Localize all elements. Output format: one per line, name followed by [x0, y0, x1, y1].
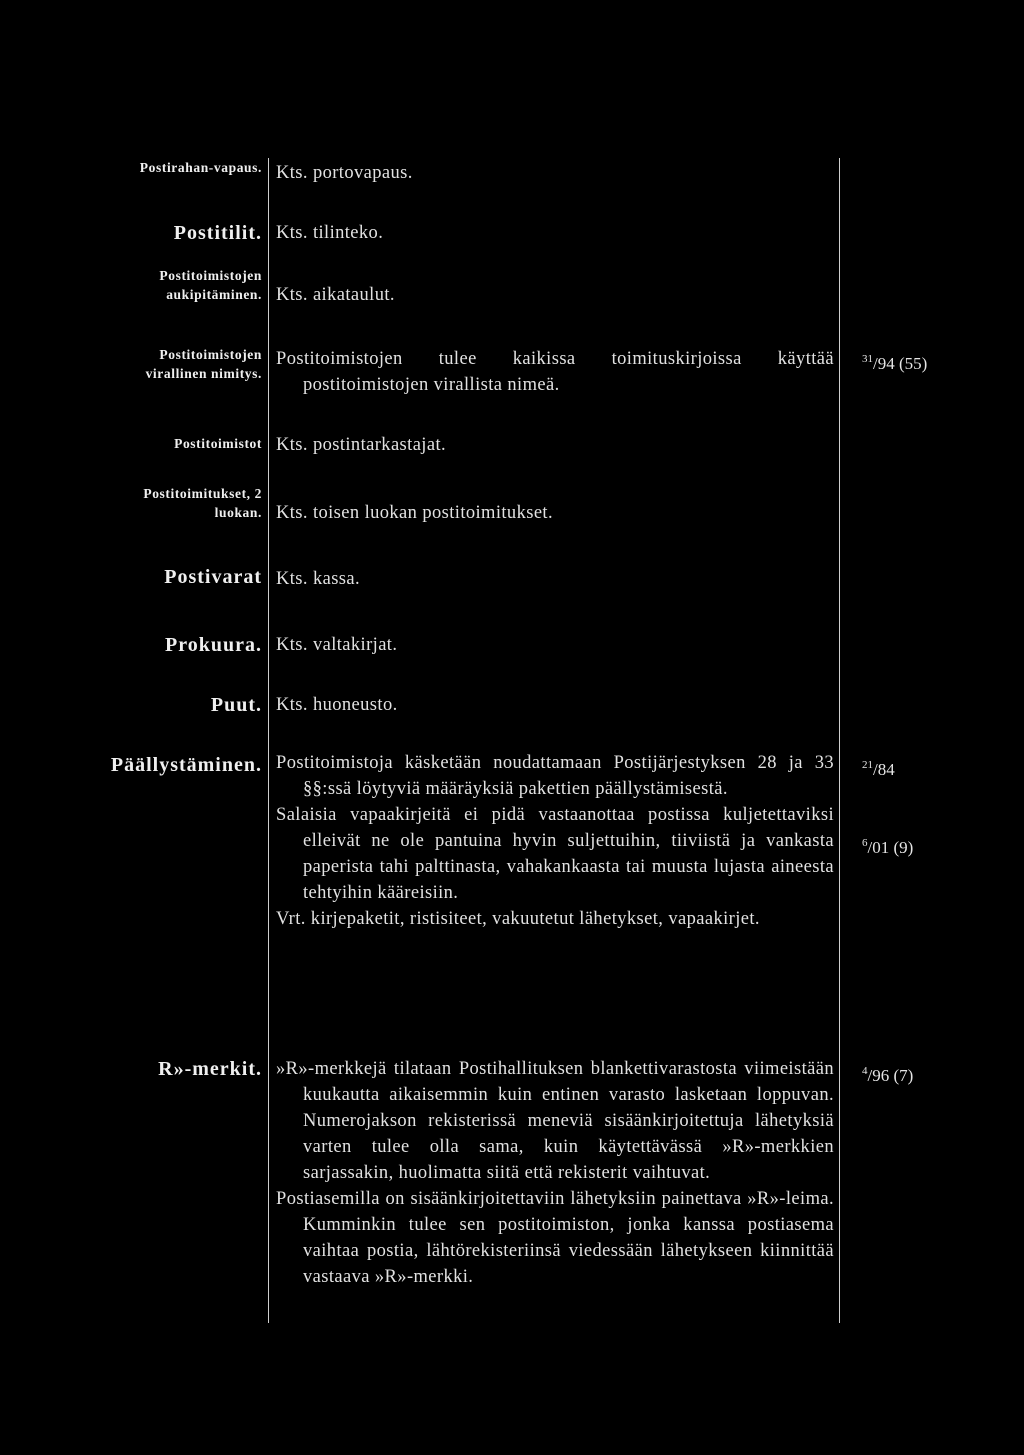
entry-body [276, 750, 834, 932]
entry-body [276, 1056, 834, 1290]
entry-text: Kts. huoneusto. [276, 695, 398, 715]
ref-number: 6 [862, 837, 868, 849]
entry-heading: Prokuura. [165, 634, 262, 656]
entry-heading: Postivarat [164, 566, 262, 588]
ref-number: 4 [862, 1065, 868, 1077]
ref-year: 01 [872, 838, 890, 857]
ordinance-reference: $^4$/96 (7) [862, 1065, 914, 1085]
entry-text: Kts. aikataulut. [276, 285, 395, 305]
entry-paragraph: »R»-merkkejä tilataan Postihallituksen blankettivarastosta viimeistään kuukautta aikaisemmin kuin entinen varasto lasketaan loppuvan. Numerojakson rekisterissä meneviä sisäänkirjoitettuja lähetyksiä varten tulee olla sama, kuin käytettävässä »R»-merkkien sarjassakin, huolimatta siitä että rekisterit vaihtuvat. [276, 1059, 834, 1183]
ordinance-reference: $^6$/01 (9) [862, 837, 914, 857]
entry-text: Kts. portovapaus. [276, 163, 413, 183]
entry-heading: R»-merkit. [158, 1058, 262, 1080]
ref-number: 21 [862, 759, 873, 771]
ref-year: 96 [872, 1066, 890, 1085]
ref-year: 94 [877, 354, 895, 373]
entry-text: Postitoimistojen tulee kaikissa toimituskirjoissa käyttää postitoimistojen virallista nimeä. [276, 349, 834, 395]
ref-year: 84 [877, 760, 895, 779]
entry-text: Kts. tilinteko. [276, 223, 384, 243]
entry-paragraph: Vrt. kirjepaketit, ristisiteet, vakuutetut lähetykset, vapaakirjet. [276, 909, 760, 929]
entry-text: Kts. postintarkastajat. [276, 435, 447, 455]
entry-heading: Postitoimistot [174, 436, 262, 451]
entry-text: Kts. toisen luokan postitoimitukset. [276, 503, 553, 523]
entry-paragraph: Postitoimistoja käsketään noudattamaan Postijärjestyksen 28 ja 33 §§:ssä löytyviä määräyksiä pakettien päällystämisestä. [276, 753, 834, 799]
entry-paragraph: Postiasemilla on sisäänkirjoitettaviin lähetyksiin painettava »R»-leima. Kumminkin tulee sen postitoimiston, jonka kanssa postiasema vaihtaa postia, lähtörekisteriinsä viedessään lähetykseen kiinnittää vastaava »R»-merkki. [276, 1189, 834, 1287]
ref-number: 31 [862, 353, 873, 365]
entry-heading: Postitoimistojen aukipitäminen. [159, 268, 262, 302]
ref-extra: (55) [898, 354, 928, 373]
entry-text: Kts. kassa. [276, 569, 361, 589]
entry-heading: Päällystäminen. [110, 754, 262, 776]
entry-text: Kts. valtakirjat. [276, 635, 398, 655]
entry-heading: Postitoimitukset, 2 luokan. [143, 486, 262, 520]
entry-body [276, 346, 834, 398]
ordinance-reference: $^{31}$/94 (55) [862, 353, 928, 373]
entry-heading: Postitoimistojen virallinen nimitys. [145, 347, 262, 381]
entry-paragraph: Salaisia vapaakirjeitä ei pidä vastaanottaa postissa kuljetettaviksi elleivät ne ole pantuina hyvin suljettuihin, tiiviistä ja vankasta paperista tahi palttinasta, vahakankaasta tai muusta lujasta aineesta tehtyihin kääreisiin. [276, 805, 834, 903]
ref-extra: (9) [893, 838, 914, 857]
ref-extra: (7) [893, 1066, 914, 1085]
column-rule-right [839, 158, 840, 1323]
entry-heading: Postirahan-vapaus. [139, 160, 262, 175]
entry-heading: Puut. [210, 694, 262, 716]
ordinance-reference: $^{21}$/84 [862, 759, 895, 779]
column-rule-left [268, 158, 269, 1323]
entry-heading: Postitilit. [173, 222, 262, 244]
